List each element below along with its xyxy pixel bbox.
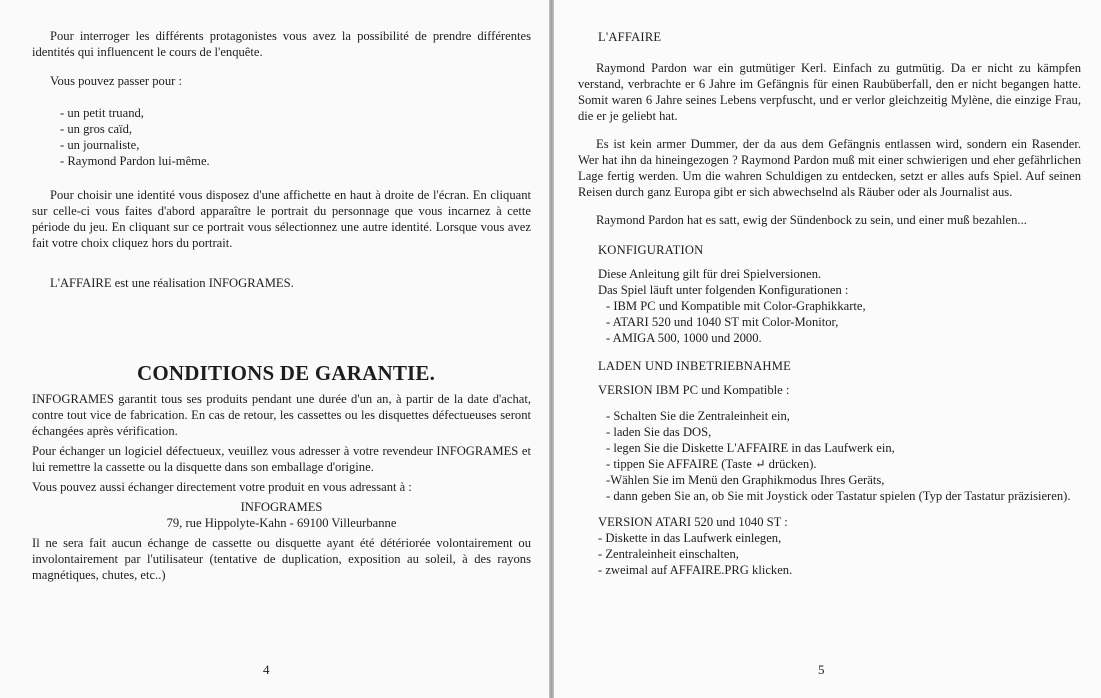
intro-paragraph: Pour interroger les différents protagonistes vous avez la possibilité de prendre différentes identités qui influencent le cours de l'enquête. (32, 29, 531, 59)
right-page (554, 0, 1101, 698)
list-item: - un petit truand, (60, 106, 144, 120)
identity-list (32, 105, 531, 169)
story-paragraph: Raymond Pardon war ein gutmütiger Kerl. Einfach zu gutmütig. Da er nicht zu kämpfen verstand, verbrachte er 6 Jahre im Gefängnis für einen Raubüberfall, den er nicht begangen hatte. Somit waren 6 Jahre seines Lebens verpfuscht, und er verlor gleichzeitig Mylène, die einzige Frau, die er je geliebt hat. (578, 61, 1081, 123)
story-paragraph: Es ist kein armer Dummer, der da aus dem Gefängnis entlassen wird, sondern ein Rasender. Wer hat ihn da hineingezogen ? Raymond Pardon muß mit einer schwierigen und eher gefährlichen Lage fertig werden. Um die wahren Schuldigen zu entdecken, setzt er alles aufs Spiel. Auf seinen Reisen durch ganz Europa gibt er sich abwechselnd als Räuber oder als Journalist aus. (578, 137, 1081, 199)
config-text: Das Spiel läuft unter folgenden Konfigurationen : (598, 283, 849, 297)
list-item: - tippen Sie AFFAIRE (Taste ↵ drücken). (606, 457, 817, 471)
warranty-heading: CONDITIONS DE GARANTIE. (137, 361, 436, 385)
list-item: - IBM PC und Kompatible mit Color-Graphikkarte, (606, 299, 866, 313)
list-item: - AMIGA 500, 1000 und 2000. (606, 331, 762, 345)
config-list (578, 298, 1081, 346)
list-item: - Zentraleinheit einschalten, (598, 547, 739, 561)
subsection-heading: VERSION ATARI 520 und 1040 ST : (598, 515, 788, 529)
section-heading: LADEN UND INBETRIEBNAHME (598, 359, 791, 373)
address-name: INFOGRAMES (240, 500, 323, 514)
atari-steps-list (578, 530, 1081, 578)
section-heading: KONFIGURATION (598, 243, 704, 257)
list-item: - zweimal auf AFFAIRE.PRG klicken. (598, 563, 793, 577)
credit-text: L'AFFAIRE est une réalisation INFOGRAMES. (50, 276, 294, 290)
list-item: - ATARI 520 und 1040 ST mit Color-Monitor, (606, 315, 839, 329)
config-text: Diese Anleitung gilt für drei Spielversionen. (598, 267, 822, 281)
list-item: - dann geben Sie an, ob Sie mit Joystick oder Tastatur spielen (Typ der Tastatur präzisieren). (606, 489, 1071, 503)
left-page (0, 0, 549, 698)
page-number: 5 (818, 662, 825, 677)
list-item: - laden Sie das DOS, (606, 425, 712, 439)
list-item: - un gros caïd, (60, 122, 133, 136)
list-item: - Raymond Pardon lui-même. (60, 154, 210, 168)
warranty-paragraph: Vous pouvez aussi échanger directement votre produit en vous adressant à : (32, 480, 412, 494)
page-title: L'AFFAIRE (598, 30, 662, 44)
subsection-heading: VERSION IBM PC und Kompatible : (598, 383, 790, 397)
list-item: - Diskette in das Laufwerk einlegen, (598, 531, 782, 545)
address-street: 79, rue Hippolyte-Kahn - 69100 Villeurbanne (166, 516, 397, 530)
pass-as-text: Vous pouvez passer pour : (50, 74, 182, 88)
choose-identity-paragraph: Pour choisir une identité vous disposez d'une affichette en haut à droite de l'écran. En cliquant sur celle-ci vous faites d'abord apparaître le portrait du personnage que vous incarnez à cette période du jeu. En cliquant sur ce portrait vous sélectionnez une autre identité. Lorsque vous avez fait votre choix cliquez hors du portrait. (32, 188, 531, 250)
page-number: 4 (263, 662, 270, 677)
warranty-paragraph: INFOGRAMES garantit tous ses produits pendant une durée d'un an, à partir de la date d'achat, contre tout vice de fabrication. En cas de retour, les cassettes ou les disquettes défectueuses seront échangées après vérification. (32, 392, 531, 438)
list-item: -Wählen Sie im Menü den Graphikmodus Ihres Geräts, (606, 473, 885, 487)
story-paragraph: Raymond Pardon hat es satt, ewig der Sündenbock zu sein, und einer muß bezahlen... (596, 213, 1027, 227)
list-item: - legen Sie die Diskette L'AFFAIRE in das Laufwerk ein, (606, 441, 895, 455)
list-item: - Schalten Sie die Zentraleinheit ein, (606, 409, 790, 423)
ibm-steps-list (578, 408, 1081, 504)
warranty-paragraph: Pour échanger un logiciel défectueux, veuillez vous adresser à votre revendeur INFOGRAMES et lui remettre la cassette ou la disquette dans son emballage d'origine. (32, 444, 531, 474)
list-item: - un journaliste, (60, 138, 140, 152)
warranty-paragraph: Il ne sera fait aucun échange de cassette ou disquette ayant été détériorée volontairement ou involontairement par l'utilisateur (tentative de duplication, exposition au soleil, à des rayons magnétiques, chutes, etc..) (32, 536, 531, 582)
